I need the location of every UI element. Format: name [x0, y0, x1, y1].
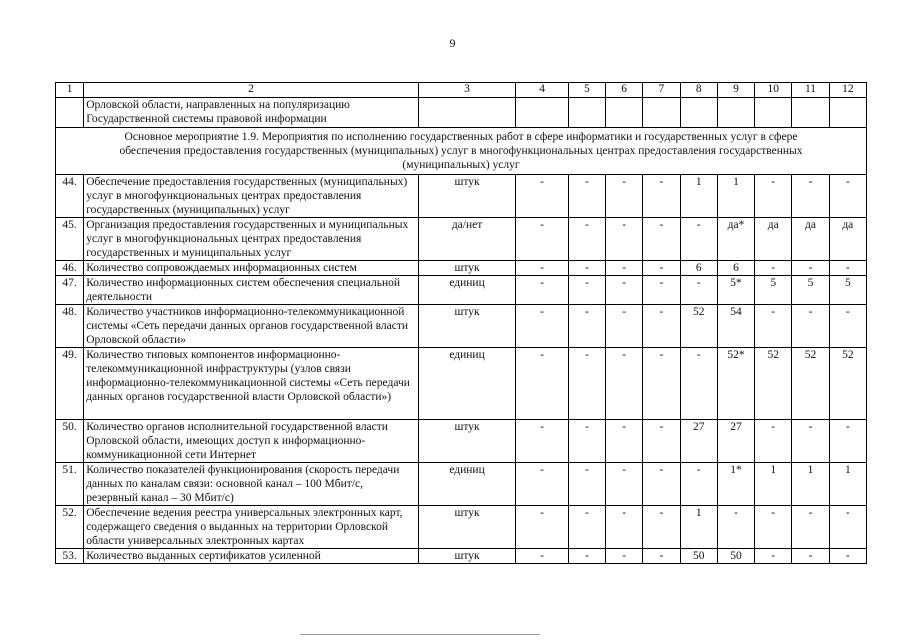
cell-value: -: [516, 463, 568, 506]
cell-value: -: [643, 420, 680, 463]
cell-value: 5: [829, 276, 866, 305]
table-row: [56, 218, 867, 261]
cell-value: -: [568, 549, 605, 564]
cell-num: 49.: [56, 348, 84, 420]
table-row: [56, 348, 867, 420]
cell-value: -: [829, 420, 866, 463]
cell-value: -: [792, 175, 829, 218]
cell-name: Обеспечение ведения реестра универсальных электронных карт, содержащего сведения о выданных на территории Орловской области универсальных электронных картах: [84, 506, 418, 549]
cell-name: Обеспечение предоставления государственных (муниципальных) услуг в многофункциональных центрах предоставления государственных (муниципальных) услуг: [84, 175, 418, 218]
cell-value: -: [606, 348, 643, 420]
table-row: [56, 506, 867, 549]
cell-value: 54: [717, 305, 754, 348]
cell-value: 52: [792, 348, 829, 420]
cell-value: -: [568, 420, 605, 463]
cell-value: -: [680, 276, 717, 305]
cell-value: -: [680, 218, 717, 261]
cell-value: 5: [792, 276, 829, 305]
table-row: [56, 261, 867, 276]
cell-value: -: [829, 175, 866, 218]
column-number-row: [56, 83, 867, 98]
cell-value: да*: [717, 218, 754, 261]
cell-value: 6: [717, 261, 754, 276]
table-row: [56, 305, 867, 348]
cell-num: 44.: [56, 175, 84, 218]
cell-value: -: [568, 175, 605, 218]
cell-unit: штук: [418, 261, 516, 276]
cell-value: 1: [755, 463, 792, 506]
column-header: 10: [755, 83, 792, 98]
cell-unit: штук: [418, 420, 516, 463]
cell-value: -: [606, 506, 643, 549]
cell-value: -: [680, 348, 717, 420]
cell-value: -: [606, 463, 643, 506]
table-row: [56, 420, 867, 463]
cell-name: Организация предоставления государственных и муниципальных услуг в многофункциональных центрах предоставления государственных и муниципальных услуг: [84, 218, 418, 261]
cell-value: да: [755, 218, 792, 261]
cell-value: 52: [680, 305, 717, 348]
cell-value: -: [568, 218, 605, 261]
cell-value: [680, 98, 717, 128]
cell-value: -: [568, 261, 605, 276]
cell-value: 50: [717, 549, 754, 564]
cell-value: -: [606, 276, 643, 305]
cell-value: -: [643, 506, 680, 549]
cell-name: Количество показателей функционирования (скорость передачи данных по каналам связи: основной канал – 100 Мбит/с, резервный канал – 30 Мбит/с): [84, 463, 418, 506]
cell-value: -: [680, 463, 717, 506]
cell-value: -: [516, 175, 568, 218]
cell-value: -: [516, 420, 568, 463]
cell-name: Количество информационных систем обеспечения специальной деятельности: [84, 276, 418, 305]
continuation-row: [56, 98, 867, 128]
cell-value: -: [643, 463, 680, 506]
cell-value: [792, 98, 829, 128]
cell-value: -: [755, 261, 792, 276]
cell-value: -: [606, 305, 643, 348]
cell-value: -: [643, 175, 680, 218]
column-header: 1: [56, 83, 84, 98]
cell-num: 46.: [56, 261, 84, 276]
cell-value: -: [516, 218, 568, 261]
table-row: [56, 549, 867, 564]
cell-unit: штук: [418, 549, 516, 564]
cell-num: 52.: [56, 506, 84, 549]
cell-value: -: [643, 218, 680, 261]
cell-value: [516, 98, 568, 128]
cell-value: -: [516, 305, 568, 348]
cell-name: Количество выданных сертификатов усиленной: [84, 549, 418, 564]
cell-num: 45.: [56, 218, 84, 261]
cell-value: -: [568, 348, 605, 420]
column-header: 5: [568, 83, 605, 98]
cell-value: [643, 98, 680, 128]
cell-value: -: [829, 305, 866, 348]
column-header: 2: [84, 83, 418, 98]
cell-value: -: [606, 218, 643, 261]
cell-num: 51.: [56, 463, 84, 506]
cell-value: [829, 98, 866, 128]
cell-num: [56, 98, 84, 128]
column-header: 4: [516, 83, 568, 98]
cell-value: -: [829, 261, 866, 276]
cell-value: -: [516, 506, 568, 549]
cell-unit: единиц: [418, 348, 516, 420]
cell-value: -: [792, 261, 829, 276]
cell-value: -: [606, 420, 643, 463]
cell-value: 52: [829, 348, 866, 420]
cell-value: -: [829, 549, 866, 564]
cell-value: -: [568, 276, 605, 305]
cell-unit: единиц: [418, 463, 516, 506]
cell-value: -: [516, 261, 568, 276]
cell-unit: штук: [418, 506, 516, 549]
cell-num: 50.: [56, 420, 84, 463]
cell-name: Орловской области, направленных на популяризацию Государственной системы правовой информации: [84, 98, 418, 128]
cell-value: -: [755, 506, 792, 549]
cell-value: -: [792, 506, 829, 549]
column-header: 11: [792, 83, 829, 98]
cell-value: 1: [829, 463, 866, 506]
cell-value: [755, 98, 792, 128]
cell-value: -: [643, 305, 680, 348]
cell-unit: штук: [418, 305, 516, 348]
column-header: 6: [606, 83, 643, 98]
cell-name: Количество сопровождаемых информационных систем: [84, 261, 418, 276]
cell-value: 52: [755, 348, 792, 420]
cell-value: да: [792, 218, 829, 261]
cell-value: 1: [717, 175, 754, 218]
cell-value: -: [643, 348, 680, 420]
cell-value: -: [643, 261, 680, 276]
column-header: 8: [680, 83, 717, 98]
indicators-table: [55, 82, 867, 564]
cell-value: -: [792, 305, 829, 348]
cell-value: 1: [680, 506, 717, 549]
cell-value: -: [516, 348, 568, 420]
cell-value: -: [643, 549, 680, 564]
cell-value: -: [568, 305, 605, 348]
cell-value: 1*: [717, 463, 754, 506]
table-row: [56, 463, 867, 506]
cell-name: Количество органов исполнительной государственной власти Орловской области, имеющих доступ к информационно-коммуникационной сети Интернет: [84, 420, 418, 463]
section-title: Основное мероприятие 1.9. Мероприятия по исполнению государственных работ в сфере информатики и государственных услуг в сфере обеспечения предоставления государственных (муниципальных) услуг в многофункциональных центрах предоставления государственных (муниципальных) услуг: [56, 128, 867, 175]
cell-value: -: [755, 420, 792, 463]
cell-num: 48.: [56, 305, 84, 348]
column-header: 7: [643, 83, 680, 98]
cell-value: 1: [680, 175, 717, 218]
cell-value: -: [792, 549, 829, 564]
cell-name: Количество участников информационно-телекоммуникационной системы «Сеть передачи данных органов государственной власти Орловской области»: [84, 305, 418, 348]
cell-value: 50: [680, 549, 717, 564]
cell-value: -: [643, 276, 680, 305]
cell-value: 6: [680, 261, 717, 276]
cell-value: -: [568, 463, 605, 506]
cell-value: -: [606, 261, 643, 276]
cell-unit: [418, 98, 516, 128]
cell-num: 53.: [56, 549, 84, 564]
cell-value: да: [829, 218, 866, 261]
cell-value: -: [568, 506, 605, 549]
cell-value: [568, 98, 605, 128]
cell-value: -: [755, 549, 792, 564]
cell-value: [606, 98, 643, 128]
cell-value: -: [606, 549, 643, 564]
cell-value: 5*: [717, 276, 754, 305]
cell-value: -: [755, 175, 792, 218]
cell-value: -: [516, 549, 568, 564]
section-row: [56, 128, 867, 175]
cell-unit: да/нет: [418, 218, 516, 261]
table-row: [56, 276, 867, 305]
cell-value: -: [829, 506, 866, 549]
cell-value: 52*: [717, 348, 754, 420]
cell-value: 1: [792, 463, 829, 506]
cell-name: Количество типовых компонентов информационно-телекоммуникационной инфраструктуры (узлов связи информационно-телекоммуникационной системы «Сеть передачи данных органов государственной власти Орловской области»): [84, 348, 418, 420]
column-header: 9: [717, 83, 754, 98]
cell-num: 47.: [56, 276, 84, 305]
cell-unit: штук: [418, 175, 516, 218]
cell-value: [717, 98, 754, 128]
cell-value: 5: [755, 276, 792, 305]
column-header: 12: [829, 83, 866, 98]
page-number: 9: [449, 36, 456, 50]
column-header: 3: [418, 83, 516, 98]
table-row: [56, 175, 867, 218]
scan-artifact-line: [300, 634, 540, 635]
cell-value: 27: [717, 420, 754, 463]
cell-value: -: [516, 276, 568, 305]
cell-value: 27: [680, 420, 717, 463]
cell-value: -: [792, 420, 829, 463]
cell-value: -: [755, 305, 792, 348]
cell-value: -: [717, 506, 754, 549]
cell-unit: единиц: [418, 276, 516, 305]
cell-value: -: [606, 175, 643, 218]
